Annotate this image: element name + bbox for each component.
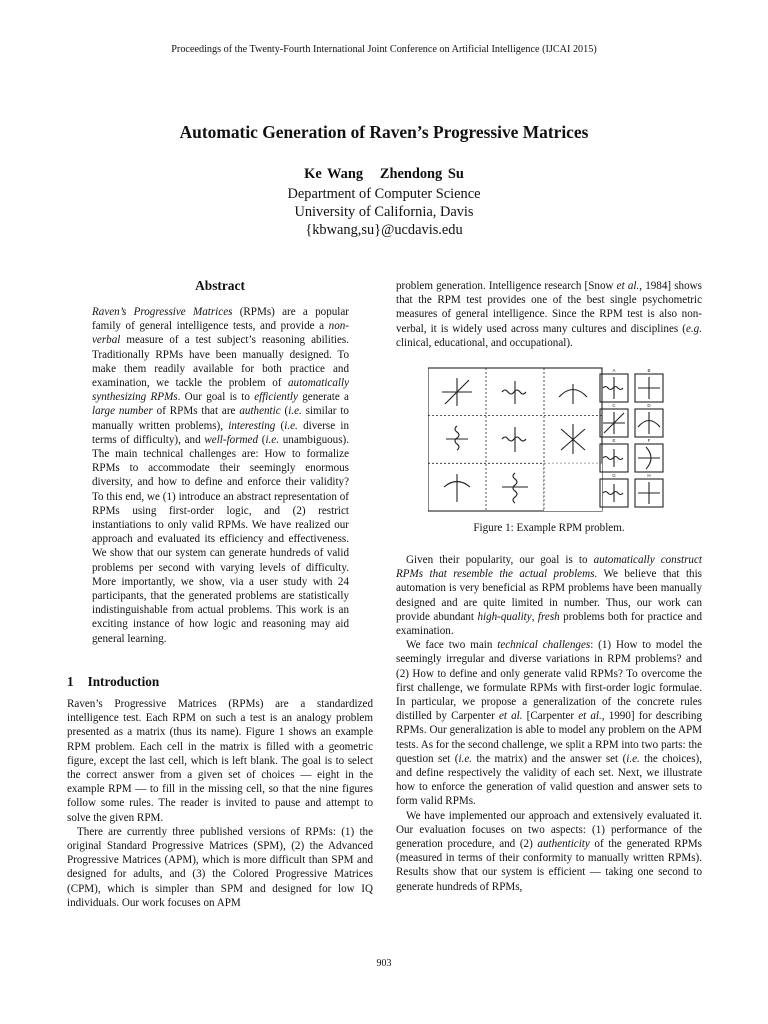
matrix-cell-empty (544, 463, 602, 511)
affiliation-email: {kbwang,su}@ucdavis.edu (305, 222, 463, 238)
figure-caption: Figure 1: Example RPM problem. (473, 522, 625, 534)
affiliation-university: University of California, Davis (294, 204, 474, 220)
right-paragraph-continued: problem generation. Intelligence research [Snow et al., 1984] shows that the RPM test provides one of the best single psychometric measures of general intelligence. Since the RPM test is also non-verbal, it is widely used across many cultures and disciplines (e.g. clinical, educational, and occupational). (396, 280, 702, 349)
choice-label-b: B (647, 368, 651, 373)
introduction-body (67, 697, 373, 910)
matrix-cell-5 (502, 427, 526, 452)
matrix-cell-2 (502, 381, 526, 404)
affiliation (0, 185, 768, 239)
answer-choices (600, 374, 663, 507)
right-column-body (396, 553, 702, 894)
matrix-cell-7 (444, 474, 470, 502)
choice-label-g: G (612, 473, 616, 478)
right-paragraph-1: Given their popularity, our goal is to automatically construct RPMs that resemble the actual problems. We believe that this automation is very beneficial as RPM problems have been manually designed and are quite limited in number. Thus, our work can provide abundant high-quality, fresh problems both for practice and examination. (396, 554, 703, 638)
affiliation-department: Department of Computer Science (287, 186, 481, 202)
intro-paragraph-1: Raven’s Progressive Matrices (RPMs) are a standardized intelligence test. Each RPM on such a test is an analogy problem presented as a matrix (thus its name). Figure 1 shows an example RPM problem. Each cell in the matrix is filled with a geometric figure, except the last cell, which is left blank. The goal is to select the correct answer from a given set of choices — eight in the example RPM — to fill in the missing cell, so that the nine figures follow some rules. The reader is invited to pause and attempt to solve the given RPM. (67, 698, 373, 824)
authors: Ke Wang Zhendong Su (304, 166, 464, 182)
matrix-cell-4 (446, 426, 468, 450)
matrix-cell-3 (559, 384, 587, 404)
abstract-heading: Abstract (195, 278, 245, 293)
matrix-cell-1 (442, 378, 472, 406)
choice-label-a: A (612, 368, 616, 373)
rpm-figure (428, 364, 700, 514)
choice-label-c: C (612, 403, 616, 408)
choice-label-h: H (647, 473, 651, 478)
intro-paragraph-2: There are currently three published versions of RPMs: (1) the original Standard Progressive Matrices (SPM), (2) the Advanced Progressive Matrices (APM), which is more difficult than SPM and designed for adults, and (3) the Colored Progressive Matrices (CPM), which is simpler than SPM and designed for low IQ individuals. Our work focuses on APM (67, 825, 373, 909)
abstract-paragraph: Raven’s Progressive Matrices (RPMs) are a popular family of general intelligence tests, and provide a non-verbal measure of a test subject’s reasoning abilities. Traditionally RPMs have been manually designed. To make them readily available for both practice and examination, we tackle the problem of automatically synthesizing RPMs. Our goal is to efficiently generate a large number of RPMs that are authentic (i.e. similar to manually written problems), interesting (i.e. diverse in terms of difficulty), and well-formed (i.e. unambiguous). The main technical challenges are: How to formalize RPMs to accommodate their seemingly enormous diversity, and how to define and enforce their validity? To this end, we (1) introduce an abstract representation of RPMs using first-order logic, and (2) restrict instantiations to only valid RPMs. We have realized our approach and evaluated its efficiency and effectiveness. We show that our system can generate hundreds of valid problems per second with varying levels of difficulty. More importantly, we show, via a user study with 24 participants, that the generated problems are statistically indistinguishable from actual problems. This work is an exciting instance of how logic and reasoning may aid general learning. (92, 306, 350, 645)
right-paragraph-2: We face two main technical challenges: (1) How to model the seemingly irregular and diverse variations in RPM problems? and (2) How to define and only generate valid RPMs? To overcome the first challenge, we formulate RPMs with first-order logic formulae. In particular, we propose a generalization of the concrete rules distilled by Carpenter et al. [Carpenter et al., 1990] for describing RPMs. Our generalization is able to model any problem on the APM tests. As for the second challenge, we split a RPM into two parts: the question set (i.e. the matrix) and the answer set (i.e. the choices), and define respectively the validity of each set. Next, we illustrate how to enforce the generation of valid question and answer sets to form valid RPMs. (396, 639, 702, 808)
choice-label-e: E (612, 438, 616, 443)
page-number: 903 (376, 958, 392, 969)
paper-title: Automatic Generation of Raven’s Progressive Matrices (179, 122, 589, 142)
running-header: Proceedings of the Twenty-Fourth International Joint Conference on Artificial Intelligence (IJCAI 2015) (171, 44, 597, 55)
choice-label-d: D (647, 403, 651, 408)
right-column-top (396, 279, 702, 350)
section-heading-introduction: 1 Introduction (67, 674, 160, 689)
choice-label-f: F (647, 438, 651, 443)
matrix-cell-8 (502, 473, 528, 503)
abstract-body (92, 305, 349, 646)
matrix-cell-6 (561, 424, 585, 454)
right-paragraph-3: We have implemented our approach and extensively evaluated it. Our evaluation focuses on two aspects: (1) performance of the generation procedure, and (2) authenticity of the generated RPMs (measured in terms of their conformity to manually written RPMs). Results show that our system is efficient — taking one second to generate hundreds of RPMs, (396, 809, 702, 893)
